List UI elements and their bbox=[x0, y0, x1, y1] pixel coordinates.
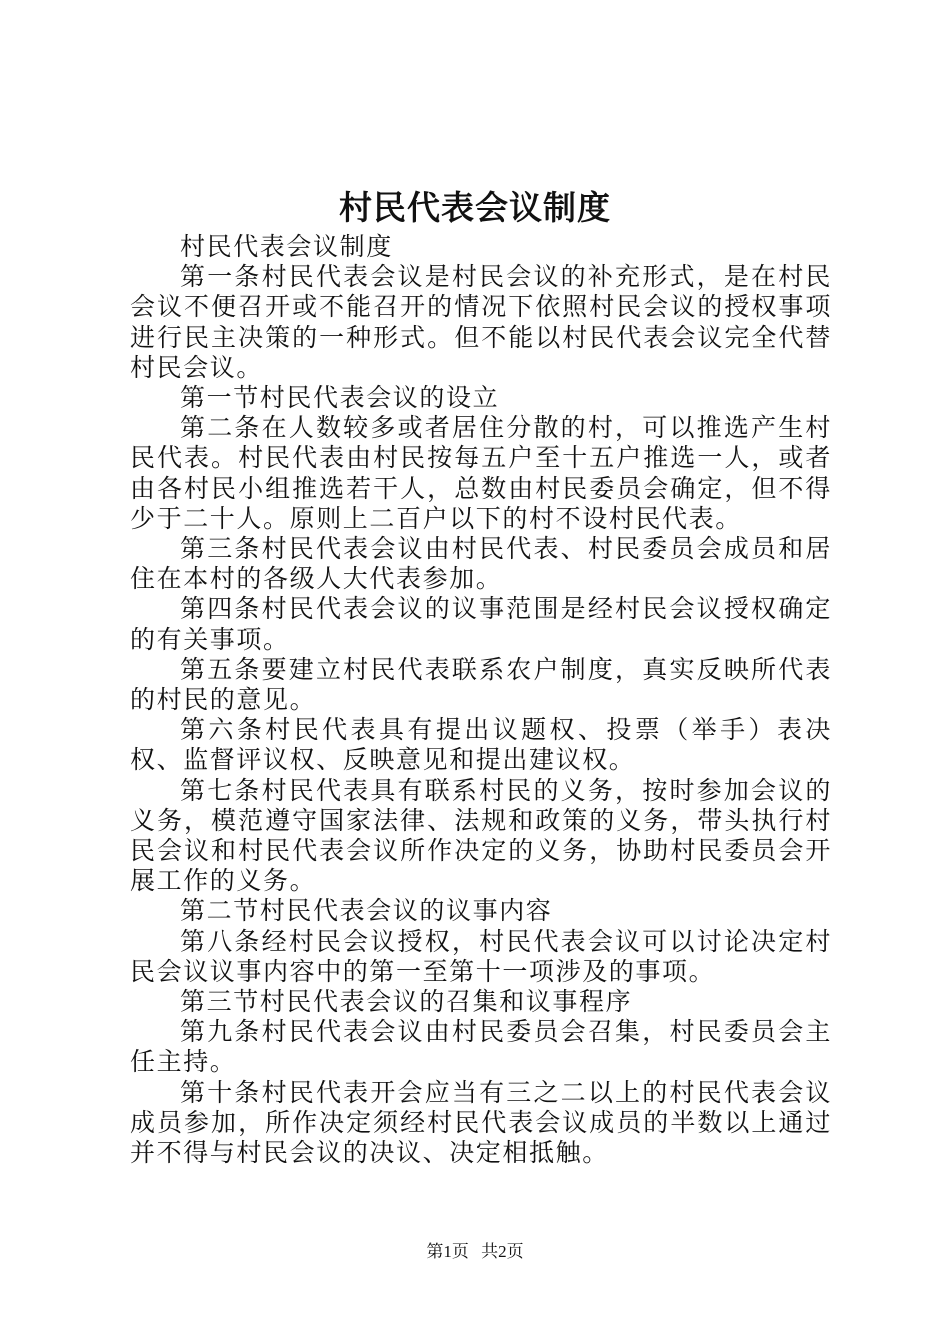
paragraph: 第三条村民代表会议由村民代表、村民委员会成员和居住在本村的各级人大代表参加。 bbox=[130, 534, 832, 594]
document-body bbox=[130, 232, 832, 1168]
paragraph: 村民代表会议制度 bbox=[180, 232, 393, 261]
document-title: 村民代表会议制度 bbox=[339, 188, 611, 227]
page-footer bbox=[0, 1240, 950, 1264]
paragraph: 第二条在人数较多或者居住分散的村，可以推选产生村民代表。村民代表由村民按每五户至十五户推选一人，或者由各村民小组推选若干人，总数由村民委员会确定，但不得少于二十人。原则上二百户以下的村不设村民代表。 bbox=[130, 413, 832, 533]
paragraph: 第一条村民代表会议是村民会议的补充形式，是在村民会议不便召开或不能召开的情况下依照村民会议的授权事项进行民主决策的一种形式。但不能以村民代表会议完全代替村民会议。 bbox=[130, 262, 832, 382]
paragraph: 第九条村民代表会议由村民委员会召集，村民委员会主任主持。 bbox=[130, 1017, 832, 1077]
paragraph: 第十条村民代表开会应当有三之二以上的村民代表会议成员参加，所作决定须经村民代表会议成员的半数以上通过并不得与村民会议的决议、决定相抵触。 bbox=[130, 1077, 832, 1168]
paragraph: 第七条村民代表具有联系村民的义务，按时参加会议的义务，模范遵守国家法律、法规和政策的义务，带头执行村民会议和村民代表会议所作决定的义务，协助村民委员会开展工作的义务。 bbox=[130, 775, 832, 896]
section-heading: 第二节村民代表会议的议事内容 bbox=[180, 896, 553, 926]
section-heading: 第三节村民代表会议的召集和议事程序 bbox=[180, 987, 633, 1017]
paragraph: 第四条村民代表会议的议事范围是经村民会议授权确定的有关事项。 bbox=[130, 594, 832, 654]
section-heading: 第一节村民代表会议的设立 bbox=[180, 383, 500, 413]
paragraph: 第八条经村民会议授权，村民代表会议可以讨论决定村民会议议事内容中的第一至第十一项涉及的事项。 bbox=[130, 926, 832, 986]
page-number: 第1页 bbox=[426, 1242, 469, 1261]
paragraph: 第六条村民代表具有提出议题权、投票（举手）表决权、监督评议权、反映意见和提出建议权。 bbox=[130, 715, 832, 775]
page-total: 共2页 bbox=[481, 1242, 524, 1261]
paragraph: 第五条要建立村民代表联系农户制度，真实反映所代表的村民的意见。 bbox=[130, 654, 832, 715]
